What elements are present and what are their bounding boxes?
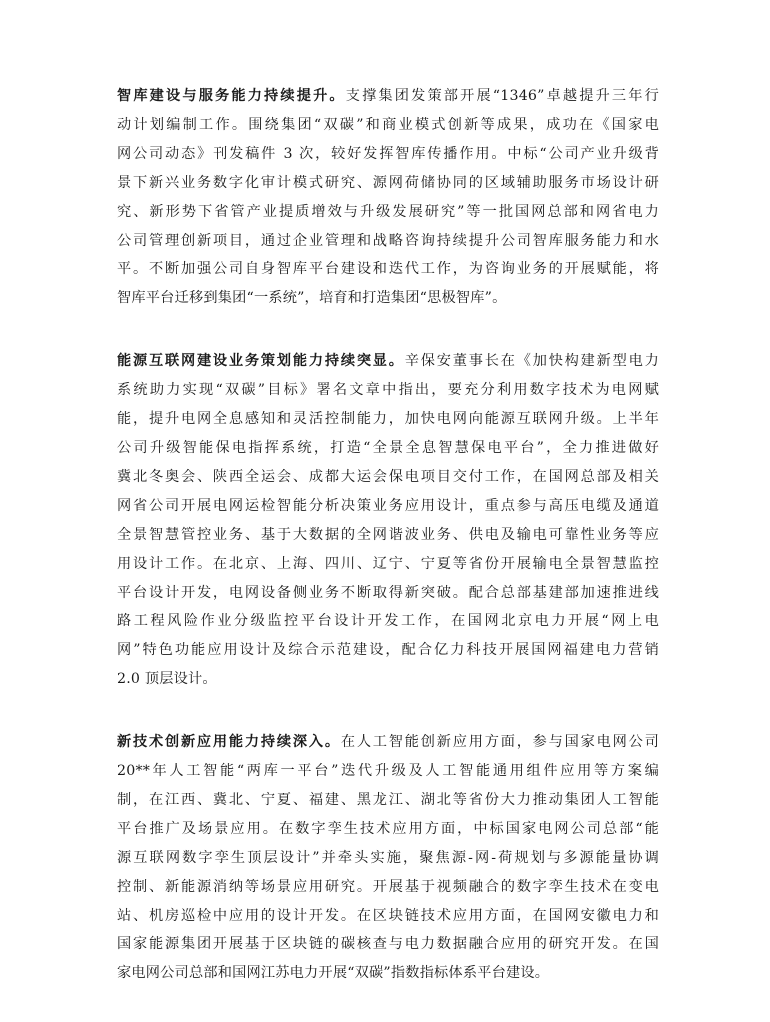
paragraph-line: 国家能源集团开展基于区块链的碳核查与电力数据融合应用的研究开发。在国: [117, 936, 659, 953]
paragraph-line: [117, 347, 659, 376]
paragraph-text: 支撑集团发策部开展“1346”卓越提升三年行: [345, 88, 659, 104]
paragraph-line: 冀北冬奥会、陕西全运会、成都大运会保电项目交付工作，在国网总部及相关: [117, 468, 659, 485]
paragraph-heading: 智库建设与服务能力持续提升。: [117, 88, 346, 104]
paragraph-line: 20**年人工智能“两库一平台”迭代升级及人工智能通用组件应用等方案编: [117, 763, 659, 780]
paragraph-heading: 新技术创新应用能力持续深入。: [117, 734, 341, 751]
paragraph-line: 公司升级智能保电指挥系统，打造“全景全息智慧保电平台”，全力推进做好: [117, 439, 659, 456]
paragraph-line: [117, 728, 659, 757]
paragraph-line: 系统助力实现“双碳”目标》署名文章中指出，要充分利用数字技术为电网赋: [117, 382, 659, 399]
paragraph-line: 平台设计开发，电网设备侧业务不断取得新突破。配合总部基建部加速推进线: [117, 584, 659, 601]
paragraph-line: 网省公司开展电网运检智能分析决策业务应用设计，重点参与高压电缆及通道: [117, 497, 659, 514]
document-page: [117, 82, 659, 1022]
paragraph-line: 源互联网数字孪生顶层设计”并牵头实施，聚焦源-网-荷规划与多源能量协调: [117, 849, 659, 866]
paragraph-line: 景下新兴业务数字化审计模式研究、源网荷储协同的区域辅助服务市场设计研: [117, 174, 659, 191]
paragraph-line: 究、新形势下省管产业提质增效与升级发展研究”等一批国网总部和网省电力: [117, 203, 659, 220]
paragraph-line: 平。不断加强公司自身智库平台建设和迭代工作，为咨询业务的开展赋能，将: [117, 261, 659, 278]
paragraph-line: 控制、新能源消纳等场景应用研究。开展基于视频融合的数字孪生技术在变电: [117, 878, 659, 895]
paragraph-line: 制，在江西、冀北、宁夏、福建、黑龙江、湖北等省份大力推动集团人工智能: [117, 791, 659, 808]
paragraph-new-technology: [117, 728, 659, 988]
paragraph-line: 站、机房巡检中应用的设计开发。在区块链技术应用方面，在国网安徽电力和: [117, 907, 659, 924]
paragraph-line: 智库平台迁移到集团“一系统”，培育和打造集团“思极智库”。: [117, 290, 507, 307]
paragraph-line: 家电网公司总部和国网江苏电力开展“双碳”指数指标体系平台建设。: [117, 965, 550, 982]
paragraph-text: 辛保安董事长在《加快构建新型电力: [404, 353, 660, 370]
paragraph-think-tank: [117, 82, 659, 313]
paragraph-line: 平台推广及场景应用。在数字孪生技术应用方面，中标国家电网公司总部“能: [117, 820, 659, 837]
paragraph-line: 能，提升电网全息感知和灵活控制能力，加快电网向能源互联网升级。上半年: [117, 411, 659, 428]
paragraph-text: 在人工智能创新应用方面，参与国家电网公司: [340, 734, 659, 751]
paragraph-line: 公司管理创新项目，通过企业管理和战略咨询持续提升公司智库服务能力和水: [117, 232, 659, 249]
paragraph-energy-internet: [117, 347, 659, 694]
paragraph-heading: 能源互联网建设业务策划能力持续突显。: [117, 353, 405, 370]
paragraph-line: 动计划编制工作。围绕集团“双碳”和商业模式创新等成果，成功在《国家电: [117, 116, 659, 133]
paragraph-line: 网公司动态》刊发稿件 3 次，较好发挥智库传播作用。中标“公司产业升级背: [117, 145, 659, 162]
paragraph-line: 2.0 顶层设计。: [117, 671, 217, 688]
paragraph-line: 路工程风险作业分级监控平台设计开发工作，在国网北京电力开展“网上电: [117, 613, 659, 630]
paragraph-line: 全景智慧管控业务、基于大数据的全网谐波业务、供电及输电可靠性业务等应: [117, 526, 659, 543]
paragraph-line: 网”特色功能应用设计及综合示范建设，配合亿力科技开展国网福建电力营销: [117, 642, 659, 659]
paragraph-line: [117, 82, 659, 111]
paragraph-line: 用设计工作。在北京、上海、四川、辽宁、宁夏等省份开展输电全景智慧监控: [117, 555, 659, 572]
